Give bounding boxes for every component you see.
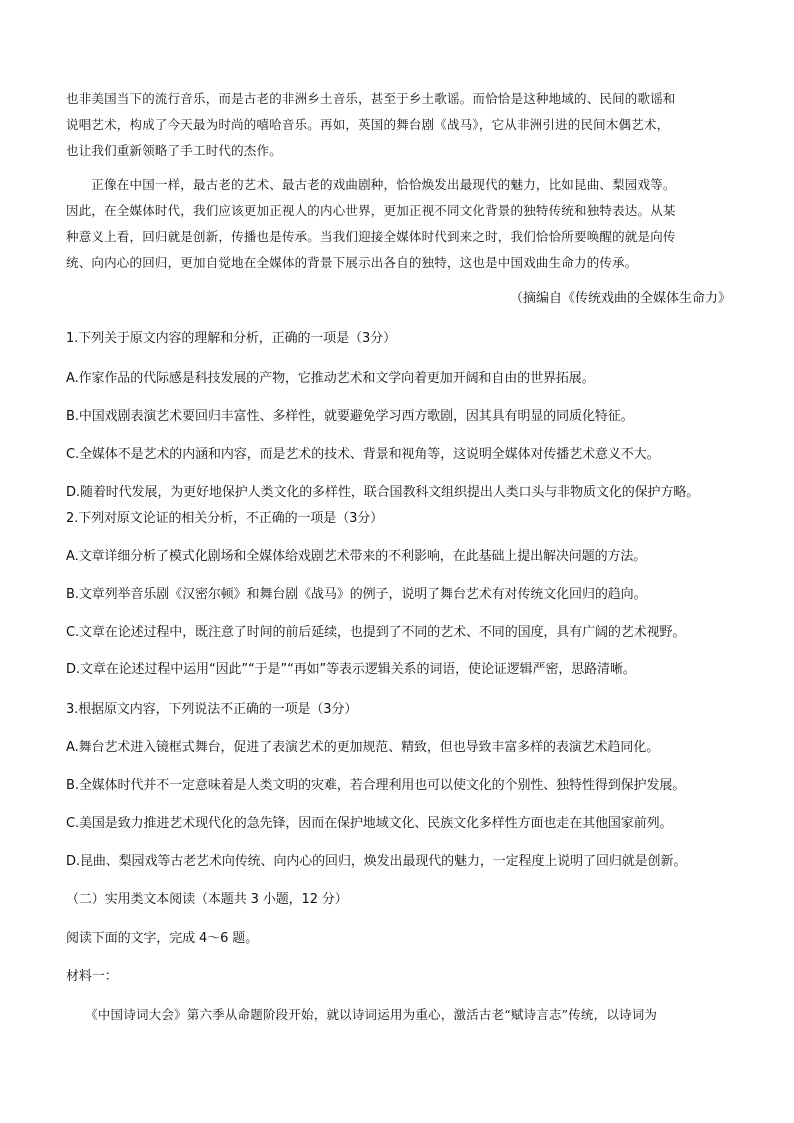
question-3-option-d: D.昆曲、梨园戏等古老艺术向传统、向内心的回归，焕发出最现代的魅力，一定程度上说明了回归就是创新。 <box>66 854 687 869</box>
material-paragraph <box>66 1002 731 1028</box>
question-2-option-c: C.文章在论述过程中，既注意了时间的前后延续，也提到了不同的艺术、不同的国度，具有广阔的艺术视野。 <box>66 625 686 640</box>
question-1-stem: 1.下列关于原文内容的理解和分析，正确的一项是（3分） <box>66 331 396 346</box>
question-2-option-a: A.文章详细分析了模式化剧场和全媒体给戏剧艺术带来的不利影响，在此基础上提出解决问题的方法。 <box>66 549 647 564</box>
passage-source: （摘编自《传统戏曲的全媒体生命力》 <box>509 291 731 306</box>
text-line: 种意义上看，回归就是创新，传播也是传承。当我们迎接全媒体时代到来之时，我们恰恰所要唤醒的就是向传 <box>66 229 676 244</box>
text-line: 也让我们重新领略了手工时代的杰作。 <box>66 143 282 158</box>
text-line: 也非美国当下的流行音乐，而是古老的非洲乡土音乐，甚至于乡土歌谣。而恰恰是这种地域的、民间的歌谣和 <box>66 91 676 106</box>
passage-paragraph-1 <box>66 86 731 164</box>
text-line: 因此，在全媒体时代，我们应该更加正视人的内心世界，更加正视不同文化背景的独特传统和独特表达。从某 <box>66 203 676 218</box>
text-line: 正像在中国一样，最古老的艺术、最古老的戏曲剧种，恰恰焕发出最现代的魅力，比如昆曲、梨园戏等。 <box>66 177 676 192</box>
material-label: 材料一： <box>66 969 118 984</box>
question-3-stem: 3.根据原文内容，下列说法不正确的一项是（3分） <box>66 702 358 717</box>
text-line: 统、向内心的回归，更加自觉地在全媒体的背景下展示出各自的独特，这也是中国戏曲生命力的传承。 <box>66 255 638 270</box>
text-line: 说唱艺术，构成了今天最为时尚的嘻哈音乐。再如，英国的舞台剧《战马》，它从非洲引进的民间木偶艺术， <box>66 117 670 132</box>
passage-paragraph-2 <box>66 172 731 276</box>
question-3-option-b: B.全媒体时代并不一定意味着是人类文明的灾难，若合理利用也可以使文化的个别性、独特性得到保护发展。 <box>66 778 686 793</box>
section-2-instruction: 阅读下面的文字，完成 4～6 题。 <box>66 931 259 946</box>
question-1-option-b: B.中国戏剧表演艺术要回归丰富性、多样性，就要避免学习西方歌剧，因其具有明显的同质化特征。 <box>66 409 634 424</box>
question-2-option-d: D.文章在论述过程中运用“因此”“于是”“再如”等表示逻辑关系的词语，使论证逻辑严密，思路清晰。 <box>66 662 636 677</box>
section-2-heading: （二）实用类文本阅读（本题共 3 小题，12 分） <box>66 892 348 907</box>
question-1-option-c: C.全媒体不是艺术的内涵和内容，而是艺术的技术、背景和视角等，这说明全媒体对传播艺术意义不大。 <box>66 447 660 462</box>
question-1-option-d: D.随着时代发展，为更好地保护人类文化的多样性，联合国教科文组织提出人类口头与非物质文化的保护方略。 <box>66 485 700 500</box>
question-2-stem: 2.下列对原文论证的相关分析，不正确的一项是（3分） <box>66 511 384 526</box>
question-3-option-a: A.舞台艺术进入镜框式舞台，促进了表演艺术的更加规范、精致，但也导致丰富多样的表演艺术趋同化。 <box>66 740 660 755</box>
text-line: 《中国诗词大会》第六季从命题阶段开始，就以诗词运用为重心，激活古老“赋诗言志”传统，以诗词为 <box>66 1007 658 1022</box>
question-3-option-c: C.美国是致力推进艺术现代化的急先锋，因而在保护地域文化、民族文化多样性方面也走在其他国家前列。 <box>66 816 673 831</box>
question-2-option-b: B.文章列举音乐剧《汉密尔顿》和舞台剧《战马》的例子，说明了舞台艺术有对传统文化回归的趋向。 <box>66 587 647 602</box>
question-1-option-a: A.作家作品的代际感是科技发展的产物，它推动艺术和文学向着更加开阔和自由的世界拓展。 <box>66 371 595 386</box>
